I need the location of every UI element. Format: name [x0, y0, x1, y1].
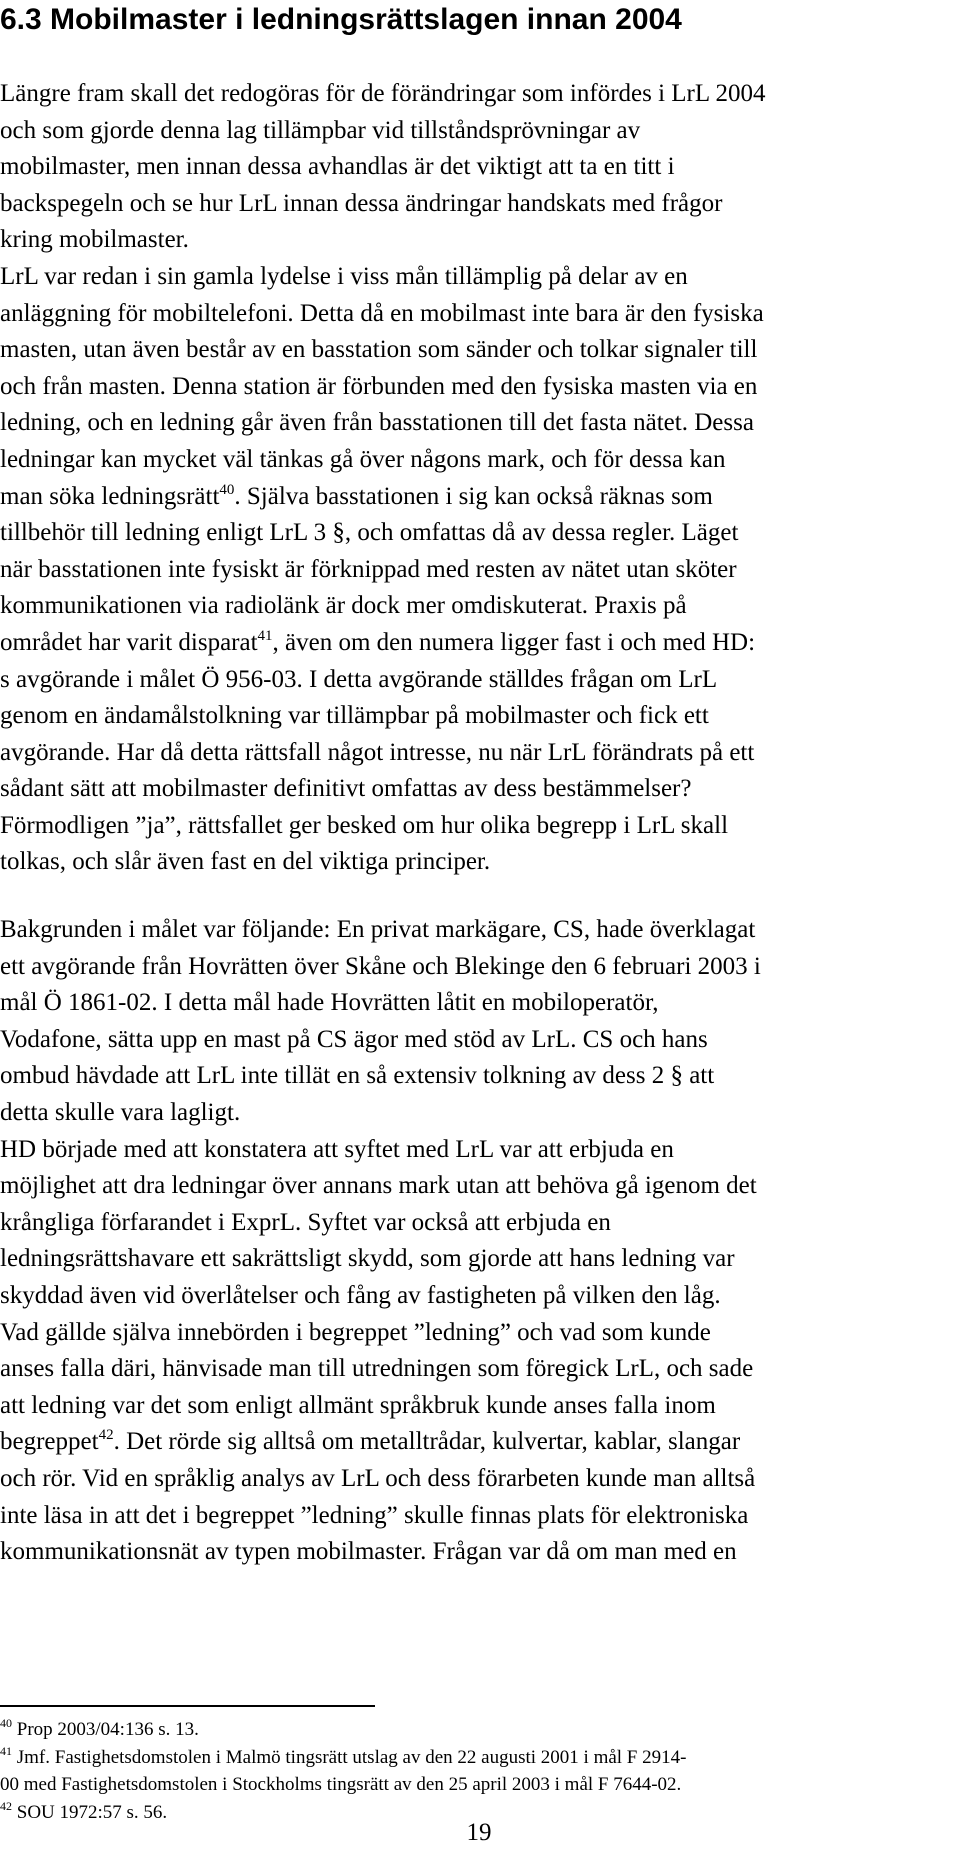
text-line: sådant sätt att mobilmaster definitivt omfattas av dess bestämmelser?: [0, 775, 692, 803]
text-line-with-footnote: [0, 479, 958, 516]
text-line: Förmodligen ”ja”, rättsfallet ger besked om hur olika begrepp i LrL skall: [0, 811, 729, 839]
text-line: kring mobilmaster.: [0, 226, 189, 254]
text-line: krångliga förfarandet i ExprL. Syftet var också att erbjuda en: [0, 1208, 611, 1236]
text-line: när basstationen inte fysiskt är förknippad med resten av nätet utan sköter: [0, 555, 737, 583]
text-line: inte läsa in att det i begreppet ”ledning” skulle finnas plats för elektroniska: [0, 1501, 749, 1529]
text-line: s avgörande i målet Ö 956-03. I detta avgörande ställdes frågan om LrL: [0, 665, 718, 693]
footnote-text: Prop 2003/04:136 s. 13.: [16, 1719, 199, 1740]
text-line: ledning, och en ledning går även från basstationen till det fasta nätet. Dessa: [0, 409, 754, 437]
footnote-number: 42: [0, 1798, 12, 1813]
text-line: Vodafone, sätta upp en mast på CS ägor med stöd av LrL. CS och hans: [0, 1025, 708, 1053]
text-line: HD började med att konstatera att syftet med LrL var att erbjuda en: [0, 1135, 674, 1163]
text-line: ombud hävdade att LrL inte tillät en så extensiv tolkning av dess 2 § att: [0, 1062, 715, 1090]
text-line: och från masten. Denna station är förbunden med den fysiska masten via en: [0, 372, 758, 400]
text-line: och som gjorde denna lag tillämpbar vid tillståndsprövningar av: [0, 116, 641, 144]
text-segment: begreppet: [0, 1428, 99, 1456]
text-line: detta skulle vara lagligt.: [0, 1098, 241, 1126]
footnote-41: [0, 1744, 958, 1772]
text-line: och rör. Vid en språklig analys av LrL och dess förarbeten kunde man alltså: [0, 1464, 756, 1492]
page-number: 19: [466, 1819, 492, 1846]
text-segment: . Det rörde sig alltså om metalltrådar, kulvertar, kablar, slangar: [113, 1428, 741, 1456]
text-line: genom en ändamålstolkning var tillämpbar på mobilmaster och fick ett: [0, 702, 709, 730]
text-line: Längre fram skall det redogöras för de förändringar som infördes i LrL 2004: [0, 80, 766, 107]
paragraph-1: [0, 76, 958, 881]
text-line: kommunikationen via radiolänk är dock mer omdiskuterat. Praxis på: [0, 592, 687, 620]
text-segment: . Själva basstationen i sig kan också räknas som: [234, 482, 713, 510]
text-line: tolkas, och slår även fast en del viktiga principer.: [0, 848, 491, 876]
footnote-41-continued: 00 med Fastighetsdomstolen i Stockholms tingsrätt av den 25 april 2003 i mål F 7644-02.: [0, 1774, 682, 1795]
text-line: att ledning var det som enligt allmänt språkbruk kunde anses falla inom: [0, 1391, 716, 1419]
footnote-text: Jmf. Fastighetsdomstolen i Malmö tingsrätt utslag av den 22 augusti 2001 i mål F 2914-: [16, 1746, 687, 1768]
footnotes: [0, 1716, 958, 1826]
footnote-40: [0, 1716, 958, 1744]
text-line: tillbehör till ledning enligt LrL 3 §, och omfattas då av dessa regler. Läget: [0, 519, 739, 547]
footnote-number: 41: [0, 1743, 12, 1758]
text-line: ledningsrättshavare ett sakrättsligt skydd, som gjorde att hans ledning var: [0, 1245, 735, 1273]
footnote-ref-40[interactable]: 40: [219, 481, 235, 498]
paragraph-2: [0, 912, 958, 1571]
text-segment: man söka ledningsrätt: [0, 482, 220, 510]
text-line-with-footnote: [0, 1424, 958, 1461]
text-line: skyddad även vid överlåtelser och fång av fastigheten på vilken den låg.: [0, 1281, 721, 1309]
text-line: möjlighet att dra ledningar över annans mark utan att behöva gå igenom det: [0, 1172, 757, 1200]
text-line: Bakgrunden i målet var följande: En privat markägare, CS, hade överklagat: [0, 916, 756, 943]
text-line: anläggning för mobiltelefoni. Detta då en mobilmast inte bara är den fysiska: [0, 299, 764, 327]
text-line: anses falla däri, hänvisade man till utredningen som föregick LrL, och sade: [0, 1355, 754, 1383]
text-line: Vad gällde själva innebörden i begreppet ”ledning” och vad som kunde: [0, 1318, 711, 1346]
text-line: ledningar kan mycket väl tänkas gå över någons mark, och för dessa kan: [0, 445, 726, 473]
section-heading: 6.3 Mobilmaster i ledningsrättslagen innan 2004: [0, 3, 682, 36]
text-line: backspegeln och se hur LrL innan dessa ändringar handskats med frågor: [0, 189, 723, 217]
text-line-with-footnote: [0, 625, 958, 662]
footnote-text: SOU 1972:57 s. 56.: [16, 1801, 168, 1823]
text-line: mål Ö 1861-02. I detta mål hade Hovrätten låtit en mobiloperatör,: [0, 989, 659, 1017]
text-line: LrL var redan i sin gamla lydelse i viss mån tillämplig på delar av en: [0, 262, 688, 290]
footnote-ref-42[interactable]: 42: [98, 1427, 114, 1444]
footnote-number: 40: [0, 1716, 12, 1730]
text-line: mobilmaster, men innan dessa avhandlas är det viktigt att ta en titt i: [0, 153, 675, 181]
footnote-ref-41[interactable]: 41: [257, 627, 273, 644]
footnote-separator: [0, 1705, 375, 1707]
text-line: avgörande. Har då detta rättsfall något intresse, nu när LrL förändrats på ett: [0, 738, 755, 766]
text-segment: området har varit disparat: [0, 628, 258, 656]
text-line: kommunikationsnät av typen mobilmaster. Frågan var då om man med en: [0, 1538, 737, 1566]
text-line: ett avgörande från Hovrätten över Skåne och Blekinge den 6 februari 2003 i: [0, 952, 761, 980]
text-line: masten, utan även består av en basstation som sänder och tolkar signaler till: [0, 336, 758, 364]
text-segment: , även om den numera ligger fast i och med HD:: [272, 628, 756, 656]
